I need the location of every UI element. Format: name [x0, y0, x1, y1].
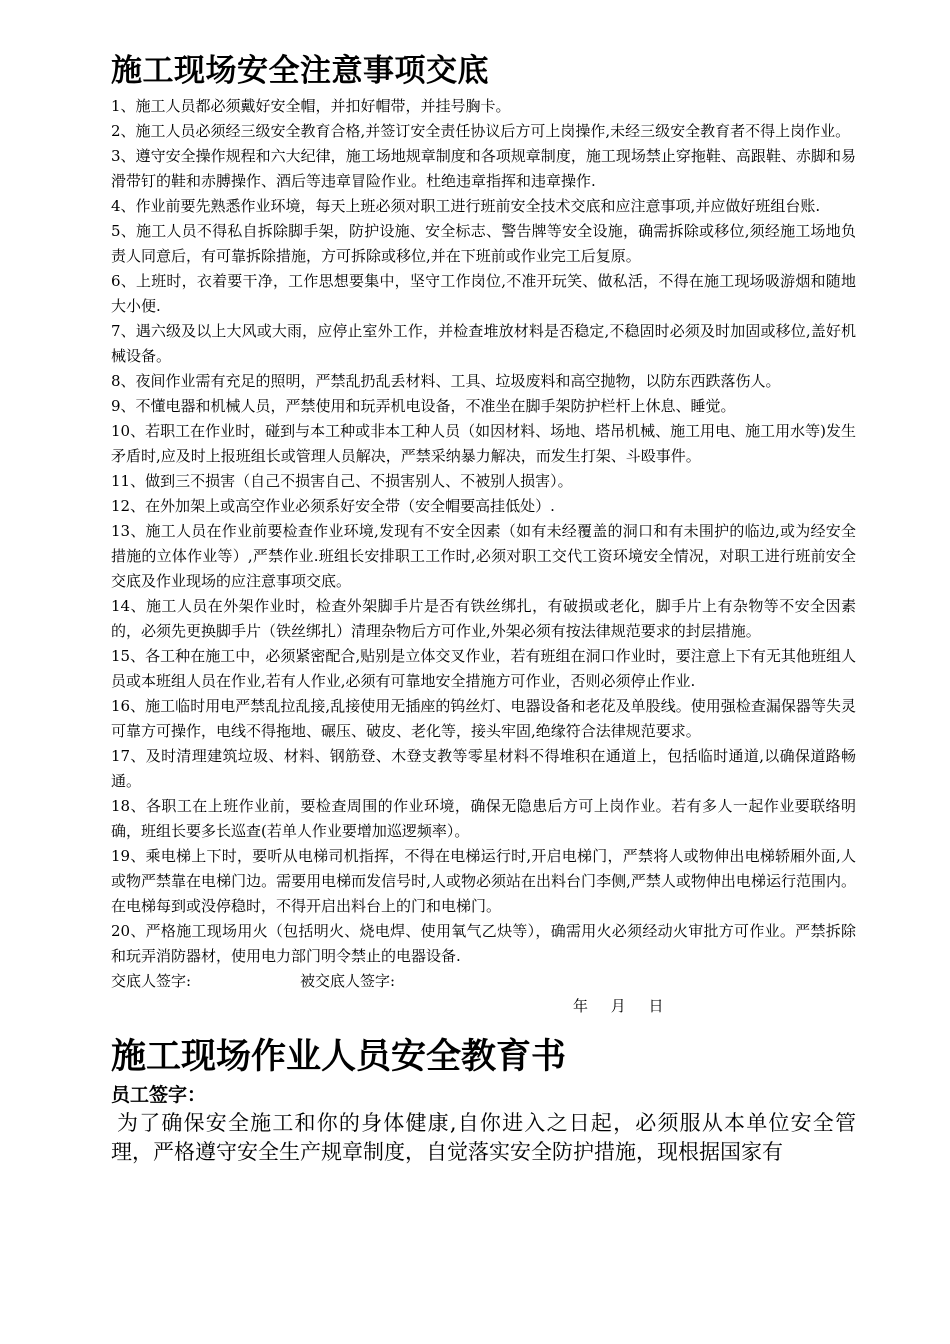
education-intro-paragraph: 为了确保安全施工和你的身体健康,自你进入之日起，必须服从本单位安全管理，严格遵守安全生产规章制度，自觉落实安全防护措施，现根据国家有 [111, 1111, 856, 1164]
employee-sign-label: 员工签字： [111, 1084, 207, 1106]
safety-note-item: 14、施工人员在外架作业时，检查外架脚手片是否有铁丝绑扎，有破损或老化，脚手片上有杂物等不安全因素的，必须先更换脚手片（铁丝绑扎）清理杂物后方可作业,外架必须有按法律规范要求的封层措施。 [111, 597, 856, 640]
receiver-label: 被交底人签字: [300, 972, 396, 990]
date-label: 年 月 日 [573, 997, 670, 1015]
signer-label: 交底人签字: [111, 972, 192, 990]
date-row [111, 994, 856, 1019]
section-title-safety-notes: 施工现场安全注意事项交底 [111, 53, 489, 89]
safety-note-item: 1、施工人员都必须戴好安全帽，并扣好帽带，并挂号胸卡。 [111, 97, 511, 115]
safety-note-item: 16、施工临时用电严禁乱拉乱接,乱接使用无插座的钨丝灯、电器设备和老花及单股线。使用强检查漏保器等失灵可靠方可操作，电线不得拖地、碾压、破皮、老化等，接头牢固,绝缘符合法律规范要求。 [111, 697, 856, 740]
safety-notes-list [111, 94, 856, 969]
safety-note-item: 10、若职工在作业时，碰到与本工种或非本工种人员（如因材料、场地、塔吊机械、施工用电、施工用水等)发生矛盾时,应及时上报班组长或管理人员解决，严禁采纳暴力解决，而发生打架、斗殴事件。 [111, 422, 856, 465]
safety-note-item: 19、乘电梯上下时，要听从电梯司机指挥，不得在电梯运行时,开启电梯门，严禁将人或物伸出电梯轿厢外面,人或物严禁靠在电梯门边。需要用电梯而发信号时,人或物必须站在出料台门李侧,严禁人或物伸出电梯运行范围内。在电梯每到或没停稳时，不得开启出料台上的门和电梯门。 [111, 847, 856, 915]
safety-note-item: 17、及时清理建筑垃圾、材料、钢筋登、木登支教等零星材料不得堆积在通道上，包括临时通道,以确保道路畅通。 [111, 747, 856, 790]
safety-note-item: 11、做到三不损害（自己不损害自己、不损害别人、不被别人损害）。 [111, 472, 573, 490]
safety-note-item: 3、遵守安全操作规程和六大纪律，施工场地规章制度和各项规章制度，施工现场禁止穿拖鞋、高跟鞋、赤脚和易滑带钉的鞋和赤膊操作、酒后等违章冒险作业。杜绝违章指挥和违章操作. [111, 147, 856, 190]
safety-note-item: 18、各职工在上班作业前，要检查周围的作业环境，确保无隐患后方可上岗作业。若有多人一起作业要联络明确，班组长要多长巡查(若单人作业要增加巡逻频率）。 [111, 797, 856, 840]
document-page [111, 52, 856, 1167]
signature-row [111, 969, 856, 994]
safety-note-item: 8、夜间作业需有充足的照明，严禁乱扔乱丢材料、工具、垃圾废料和高空抛物，以防东西跌落伤人。 [111, 372, 781, 390]
safety-note-item: 7、遇六级及以上大风或大雨，应停止室外工作，并检查堆放材料是否稳定,不稳固时必须及时加固或移位,盖好机械设备。 [111, 322, 856, 365]
safety-note-item: 15、各工种在施工中，必须紧密配合,贴别是立体交叉作业，若有班组在洞口作业时，要注意上下有无其他班组人员或本班组人员在作业,若有人作业,必须有可靠地安全措施方可作业，否则必须停止作业. [111, 647, 856, 690]
safety-note-item: 5、施工人员不得私自拆除脚手架，防护设施、安全标志、警告牌等安全设施，确需拆除或移位,须经施工场地负责人同意后，有可靠拆除措施，方可拆除或移位,并在下班前或作业完工后复原。 [111, 222, 856, 265]
safety-note-item: 6、上班时，衣着要干净，工作思想要集中，坚守工作岗位,不准开玩笑、做私活，不得在施工现场吸游烟和随地大小便. [111, 272, 856, 315]
section-title-education: 施工现场作业人员安全教育书 [111, 1036, 567, 1077]
safety-note-item: 4、作业前要先熟悉作业环境，每天上班必须对职工进行班前安全技术交底和应注意事项,并应做好班组台账. [111, 197, 821, 215]
safety-note-item: 9、不懂电器和机械人员，严禁使用和玩弄机电设备，不准坐在脚手架防护栏杆上休息、睡觉。 [111, 397, 736, 415]
safety-note-item: 13、施工人员在作业前要检查作业环境,发现有不安全因素（如有未经覆盖的洞口和有未围护的临边,或为经安全措施的立体作业等）,严禁作业.班组长安排职工工作时,必须对职工交代工资环境安全情况，对职工进行班前安全交底及作业现场的应注意事项交底。 [111, 522, 856, 590]
safety-note-item: 2、施工人员必须经三级安全教育合格,并签订安全责任协议后方可上岗操作,未经三级安全教育者不得上岗作业。 [111, 122, 851, 140]
safety-note-item: 12、在外加架上或高空作业必须系好安全带（安全帽要高挂低处）. [111, 497, 555, 515]
safety-note-item: 20、严格施工现场用火（包括明火、烧电焊、使用氧气乙炔等），确需用火必须经动火审批方可作业。严禁拆除和玩弄消防器材，使用电力部门明令禁止的电器设备. [111, 922, 856, 965]
